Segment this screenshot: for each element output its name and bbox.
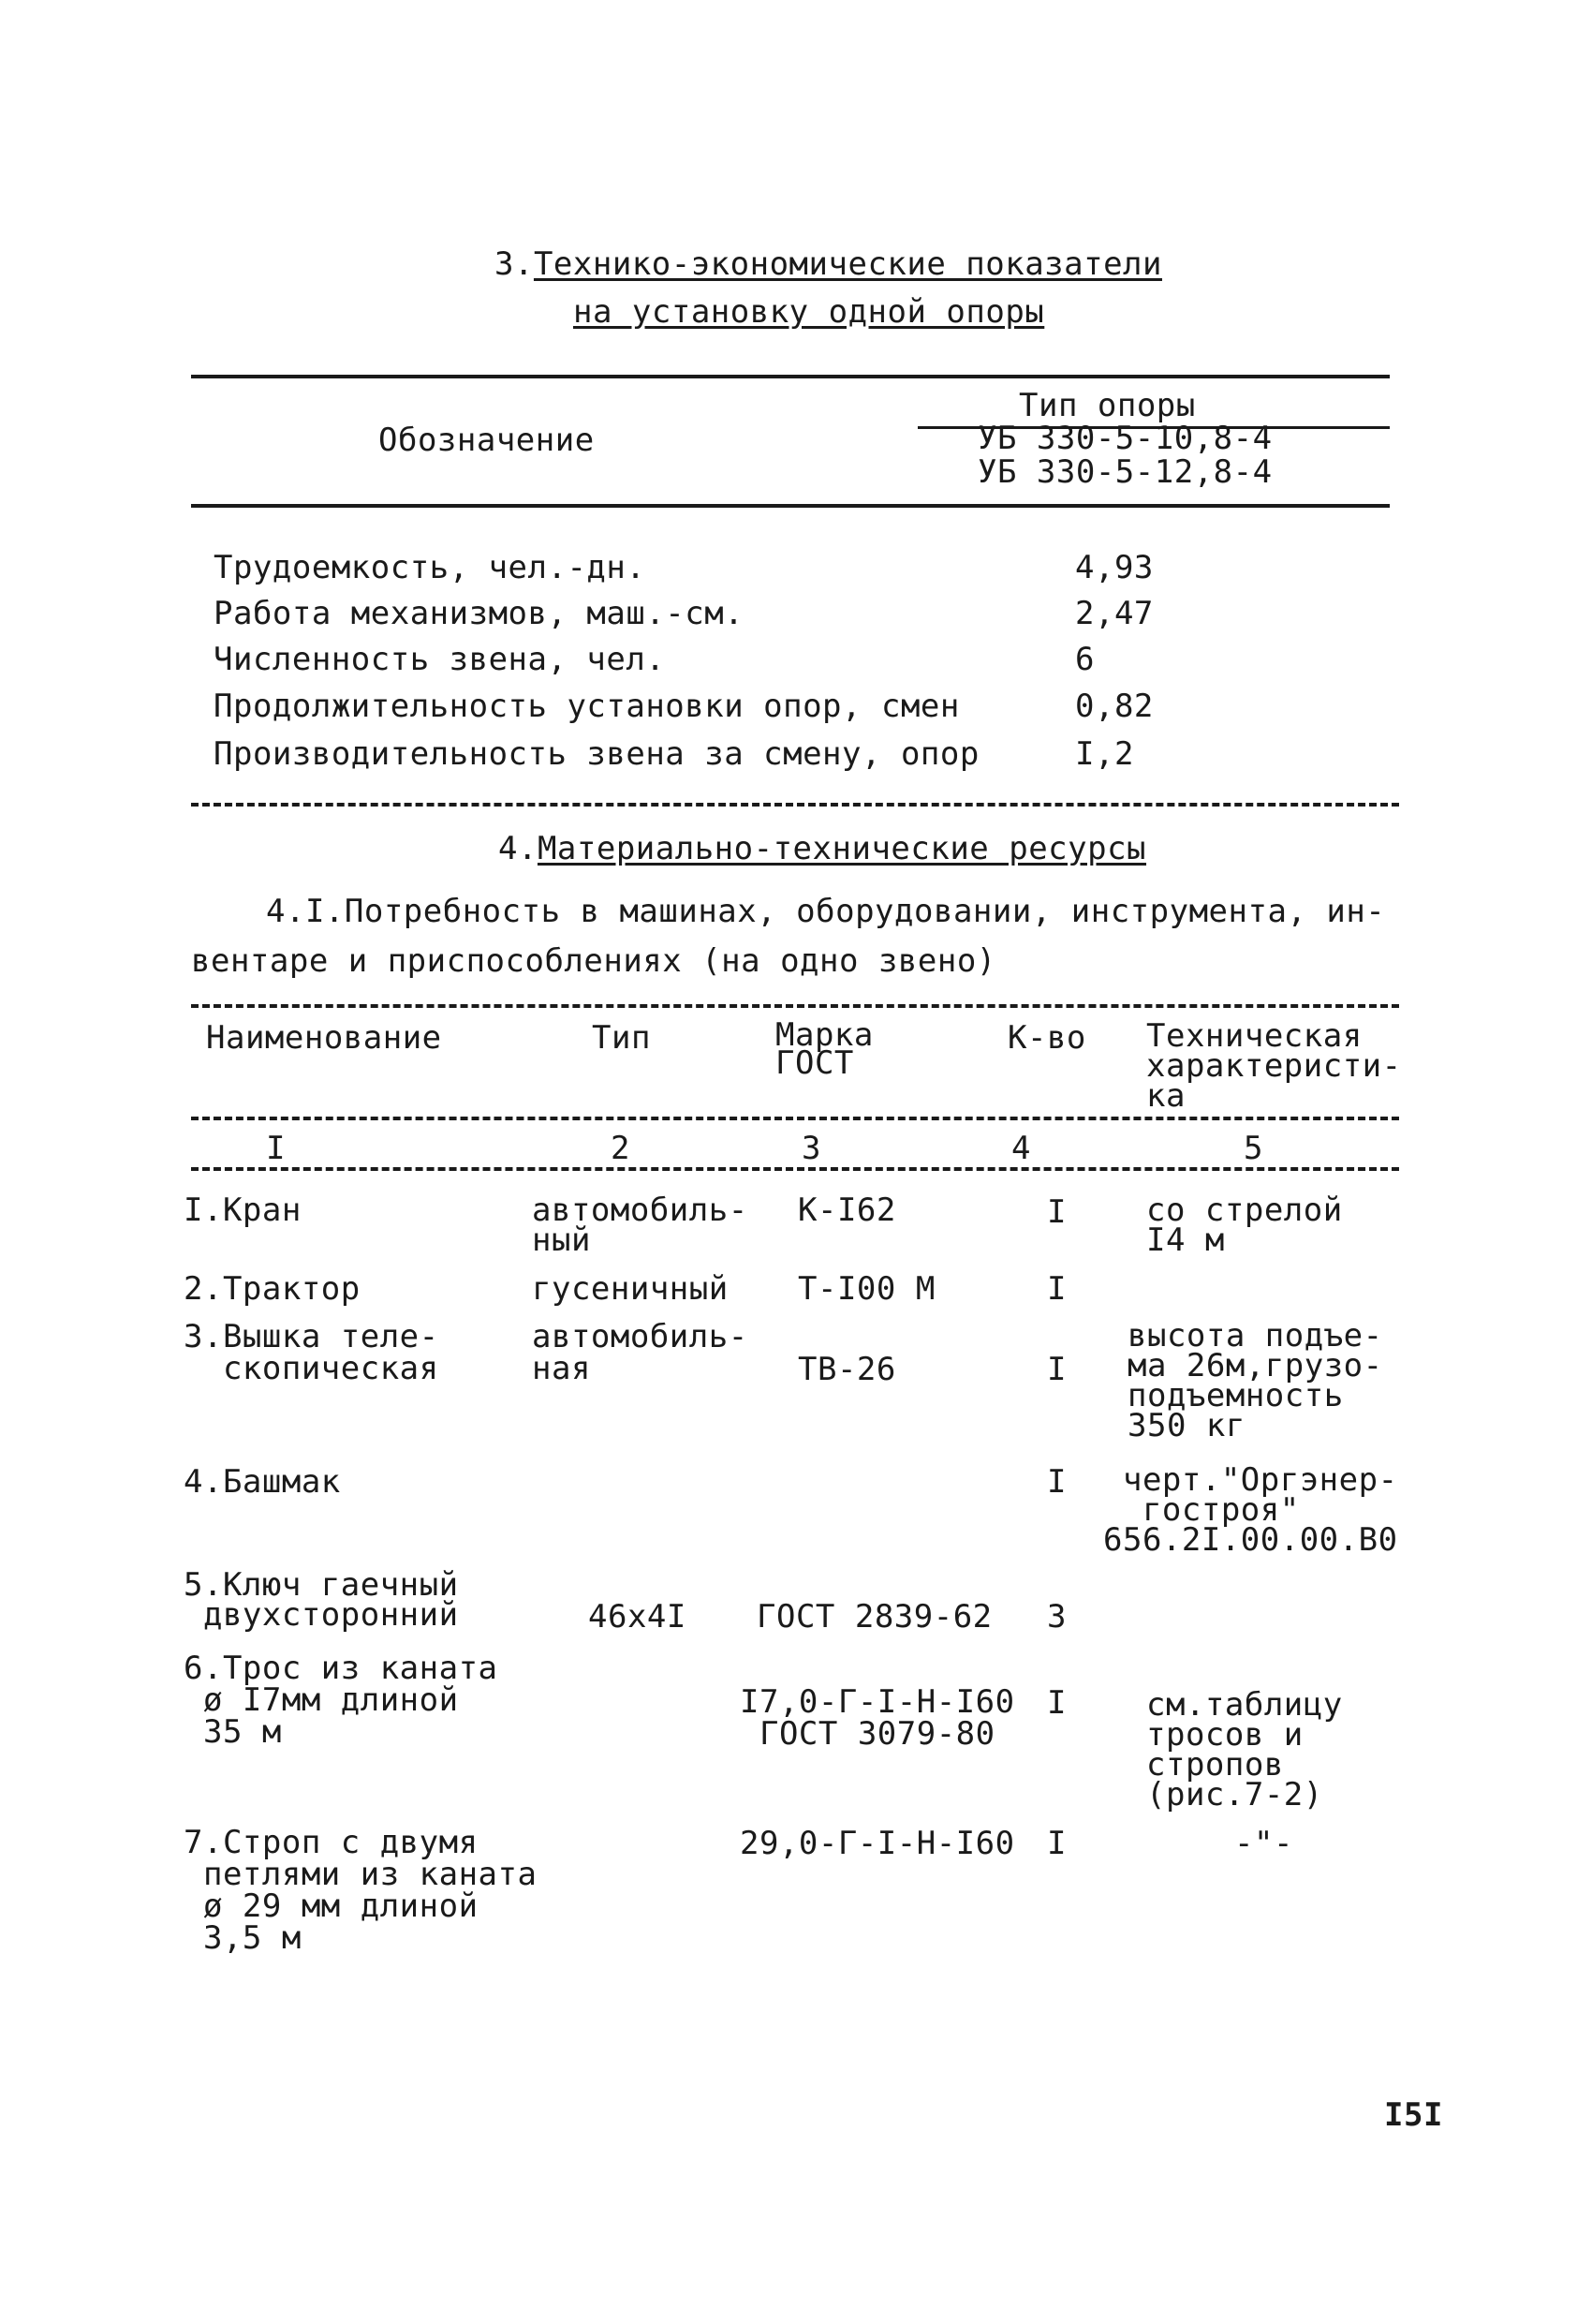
table2-item-qty: I xyxy=(1047,1351,1067,1388)
table2-item-spec: высота подъе- ма 26м,грузо- подъемность 350 кг xyxy=(1128,1317,1383,1444)
table2-header-rule xyxy=(191,1117,1399,1120)
section3-title-line1: Технико-экономические показатели xyxy=(533,245,1162,283)
table1-row-label: Работа механизмов, маш.-см. xyxy=(214,595,744,632)
section4-paragraph-line2: вентаре и приспособлениях (на одно звено) xyxy=(191,942,996,980)
table1-row-value: I,2 xyxy=(1075,735,1134,773)
table2-item-spec: -"- xyxy=(1234,1825,1293,1862)
table2-item-mark: ТВ-26 xyxy=(798,1351,896,1388)
table2-colnum: 3 xyxy=(802,1130,821,1167)
table2-colnum: 4 xyxy=(1011,1130,1031,1167)
table2-item-mark: К-I62 xyxy=(798,1192,896,1229)
table2-item-qty: I xyxy=(1047,1270,1067,1308)
table2-item-mark: I7,0-Г-I-Н-I60 ГОСТ 3079-80 xyxy=(740,1683,1015,1753)
table2-item-name: 6.Трос из каната ø I7мм длиной 35 м xyxy=(184,1650,498,1751)
table2-colnum-rule xyxy=(191,1167,1399,1171)
table1-top-rule xyxy=(191,375,1390,378)
table2-item-qty: I xyxy=(1047,1684,1067,1722)
table2-item-name: 2.Трактор xyxy=(184,1270,361,1308)
table1-row-value: 4,93 xyxy=(1075,549,1154,586)
table1-row-label: Трудоемкость, чел.-дн. xyxy=(214,549,646,586)
table1-row-value: 0,82 xyxy=(1075,688,1154,725)
table2-header-spec: Техническая характеристи- ка xyxy=(1146,1017,1402,1115)
section3-title xyxy=(494,247,1162,281)
table2-item-name: I.Кран xyxy=(184,1192,302,1229)
table1-type-header: Тип опоры xyxy=(1019,387,1196,424)
table2-item-qty: I xyxy=(1047,1463,1067,1501)
table2-colnum: 2 xyxy=(611,1130,630,1167)
table2-header-mark: Марка ГОСТ xyxy=(775,1016,874,1082)
table2-item-mark: Т-I00 М xyxy=(798,1270,936,1308)
table1-row-label: Численность звена, чел. xyxy=(214,641,666,678)
table2-item-qty: I xyxy=(1047,1193,1067,1231)
table2-header-type: Тип xyxy=(592,1019,651,1057)
table1-row-label: Производительность звена за смену, опор xyxy=(214,735,980,773)
table2-item-mark: 29,0-Г-I-Н-I60 xyxy=(740,1825,1015,1862)
table1-row-value: 2,47 xyxy=(1075,595,1154,632)
table1-header-rule xyxy=(191,504,1390,508)
table2-item-name: 7.Строп с двумя петлями из каната ø 29 мм длиной 3,5 м xyxy=(184,1824,538,1957)
table2-header-name: Наименование xyxy=(206,1019,442,1057)
table2-colnum: I xyxy=(266,1130,286,1167)
table2-item-mark: ГОСТ 2839-62 xyxy=(757,1598,993,1636)
table2-item-qty: I xyxy=(1047,1825,1067,1862)
table1-bottom-rule xyxy=(191,803,1399,807)
section4-title-prefix: 4. xyxy=(498,830,538,867)
table2-top-rule xyxy=(191,1004,1399,1008)
table2-item-spec: черт."Оргэнер- гостроя" 656.2I.00.00.В0 xyxy=(1103,1461,1398,1559)
table2-header-qty: К-во xyxy=(1008,1019,1086,1057)
table1-row-value: 6 xyxy=(1075,641,1095,678)
section4-paragraph-line1: 4.I.Потребность в машинах, оборудовании, инструмента, ин- xyxy=(266,893,1386,930)
table2-item-name: 4.Башмак xyxy=(184,1463,341,1501)
table2-item-spec: со стрелой I4 м xyxy=(1146,1192,1343,1259)
section3-title-line2: на установку одной опоры xyxy=(573,293,1045,331)
table2-item-type: гусеничный xyxy=(532,1270,729,1308)
table1-type2: УБ 330-5-12,8-4 xyxy=(978,453,1273,491)
table2-item-type: автомобиль- ный xyxy=(532,1192,748,1259)
table2-item-name: 3.Вышка теле- скопическая xyxy=(184,1318,439,1387)
table2-colnum: 5 xyxy=(1244,1130,1263,1167)
table1-col-label: Обозначение xyxy=(378,422,595,459)
table1-type1: УБ 330-5-10,8-4 xyxy=(978,420,1273,457)
table2-item-qty: 3 xyxy=(1047,1598,1067,1636)
section4-title xyxy=(498,832,1146,866)
table2-item-type: автомобиль- ная xyxy=(532,1318,748,1387)
table2-item-name: 5.Ключ гаечный двухсторонний xyxy=(184,1566,459,1634)
table1-row-label: Продолжительность установки опор, смен xyxy=(214,688,960,725)
table2-item-spec: см.таблицу тросов и стропов (рис.7-2) xyxy=(1146,1686,1343,1813)
page-number: I5I xyxy=(1384,2096,1443,2134)
section4-title-text: Материально-технические ресурсы xyxy=(537,830,1147,867)
section3-title-prefix: 3. xyxy=(494,245,534,283)
table2-item-type: 46х4I xyxy=(588,1598,686,1636)
